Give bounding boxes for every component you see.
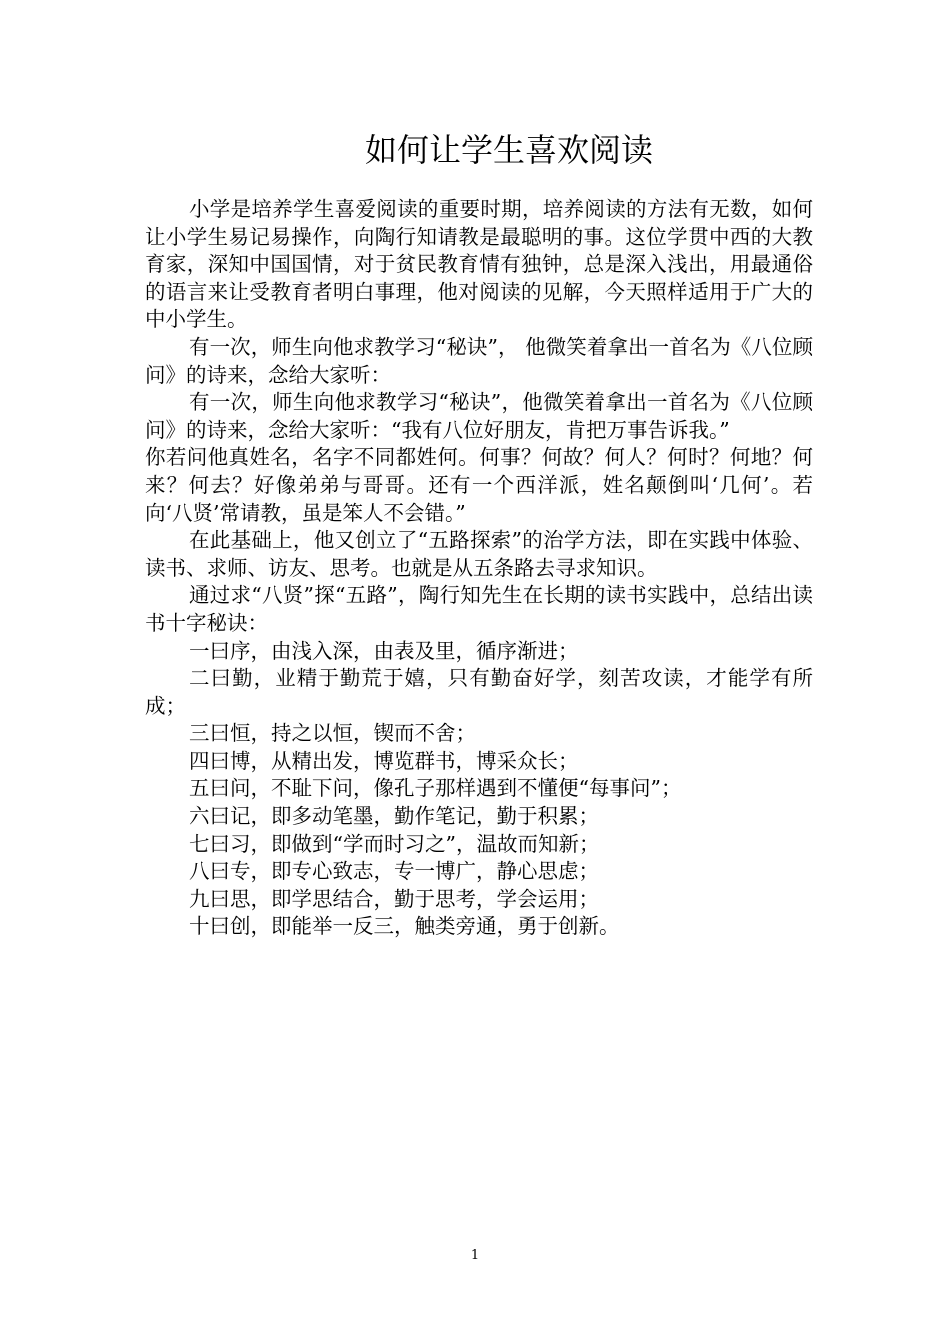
- paragraph: 有一次，师生向他求教学习“秘诀”， 他微笑着拿出一首名为《八位顾问》的诗来，念给大家听：: [145, 334, 813, 387]
- list-item: 八曰专，即专心致志，专一博广，静心思虑；: [189, 859, 599, 884]
- list-item: 三曰恒，持之以恒，锲而不舍；: [189, 721, 476, 746]
- list-item: 五曰问，不耻下问，像孔子那样遇到不懂便“每事问”；: [189, 776, 682, 801]
- paragraph: 在此基础上，他又创立了“五路探索”的治学方法，即在实践中体验、读书、求师、访友、思考。也就是从五条路去寻求知识。: [145, 528, 813, 580]
- paragraph: 通过求“八贤”探“五路”，陶行知先生在长期的读书实践中，总结出读书十字秘诀：: [145, 583, 813, 635]
- page-number: 1: [470, 1248, 480, 1263]
- list-item: 十曰创，即能举一反三，触类旁通，勇于创新。: [189, 914, 620, 939]
- list-item: 九曰思，即学思结合，勤于思考，学会运用；: [189, 886, 599, 911]
- paragraph: 小学是培养学生喜爱阅读的重要时期，培养阅读的方法有无数，如何让小学生易记易操作，向陶行知请教是最聪明的事。这位学贯中西的大教育家，深知中国国情，对于贫民教育情有独钟，总是深入浅出，用最通俗的语言来让受教育者明白事理，他对阅读的见解，今天照样适用于广大的中小学生。: [145, 197, 813, 332]
- list-item: 七曰习，即做到“学而时习之”，温故而知新；: [189, 831, 600, 856]
- list-item: 二曰勤，业精于勤荒于嬉，只有勤奋好学，刻苦攻读，才能学有所成；: [145, 666, 813, 718]
- list-item: 四曰博，从精出发，博览群书，博采众长；: [189, 748, 579, 773]
- list-item: 六曰记，即多动笔墨，勤作笔记，勤于积累；: [189, 804, 599, 829]
- paragraph: 你若问他真姓名，名字不同都姓何。何事？何故？何人？何时？何地？何来？何去？好像弟弟与哥哥。还有一个西洋派，姓名颠倒叫‘几何’。若向‘八贤’常请教，虽是笨人不会错。”: [145, 445, 813, 525]
- document-title: 如何让学生喜欢阅读: [364, 131, 653, 169]
- document-body: [145, 196, 813, 941]
- paragraph: 有一次，师生向他求教学习“秘诀”，他微笑着拿出一首名为《八位顾问》的诗来，念给大家听：“我有八位好朋友，肯把万事告诉我。”: [145, 390, 813, 442]
- list-item: 一曰序，由浅入深，由表及里，循序渐进；: [189, 638, 579, 663]
